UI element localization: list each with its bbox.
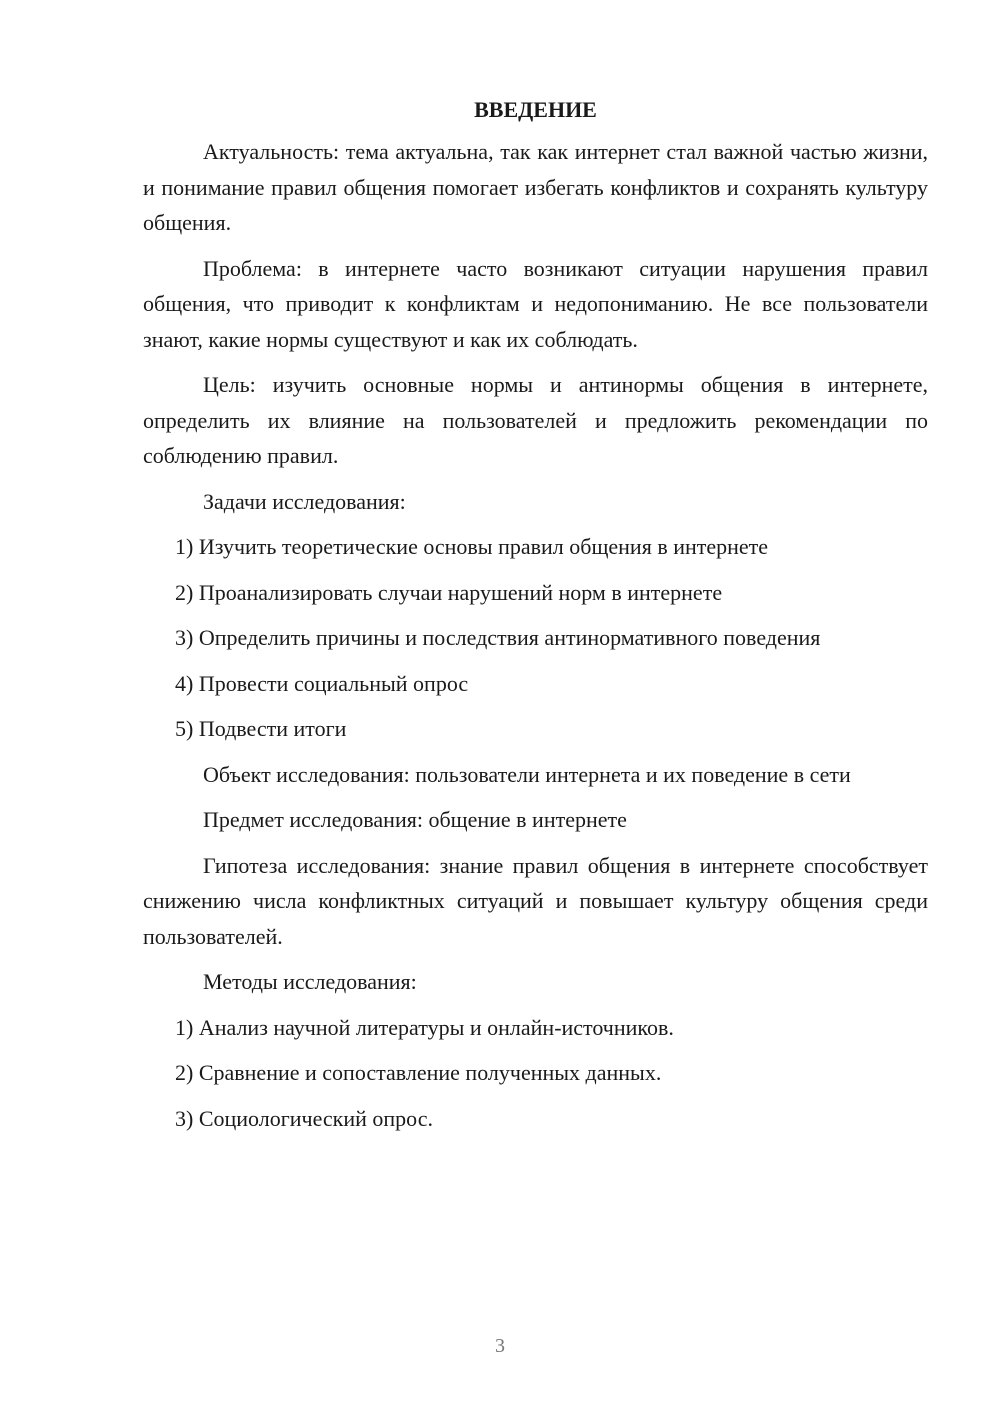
object-paragraph: Объект исследования: пользователи интернета и их поведение в сети (203, 761, 851, 787)
task-item: 4) Провести социальный опрос (175, 670, 469, 696)
subject-paragraph: Предмет исследования: общение в интернете (203, 807, 627, 832)
method-item: 3) Социологический опрос. (175, 1105, 433, 1131)
task-item: 2) Проанализировать случаи нарушений норм в интернете (175, 579, 723, 605)
tasks-list (143, 529, 928, 747)
hypothesis-paragraph: Гипотеза исследования: знание правил общения в интернете способствует снижению числа конфликтных ситуаций и повышает культуру общения среди пользователей. (143, 852, 928, 949)
page-number: 3 (495, 1335, 505, 1357)
section-title: ВВЕДЕНИЕ (474, 97, 597, 122)
relevance-paragraph: Актуальность: тема актуальна, так как интернет стал важной частью жизни, и понимание правил общения помогает избегать конфликтов и сохранять культуру общения. (143, 139, 928, 235)
goal-paragraph: Цель: изучить основные нормы и антинормы общения в интернете, определить их влияние на пользователей и предложить рекомендации по соблюдению правил. (143, 372, 928, 468)
task-item: 1) Изучить теоретические основы правил общения в интернете (175, 534, 769, 559)
tasks-heading: Задачи исследования: (203, 488, 406, 514)
page-content (143, 92, 928, 1146)
task-item: 3) Определить причины и последствия антинормативного поведения (175, 625, 821, 650)
problem-paragraph: Проблема: в интернете часто возникают ситуации нарушения правил общения, что приводит к конфликтам и недопониманию. Не все пользователи знают, какие нормы существуют и как их соблюдать. (143, 255, 928, 352)
method-item: 2) Сравнение и сопоставление полученных данных. (175, 1060, 662, 1085)
method-item: 1) Анализ научной литературы и онлайн-источников. (175, 1014, 674, 1040)
task-item: 5) Подвести итоги (175, 716, 347, 741)
methods-list (143, 1010, 928, 1137)
methods-heading: Методы исследования: (203, 969, 417, 994)
